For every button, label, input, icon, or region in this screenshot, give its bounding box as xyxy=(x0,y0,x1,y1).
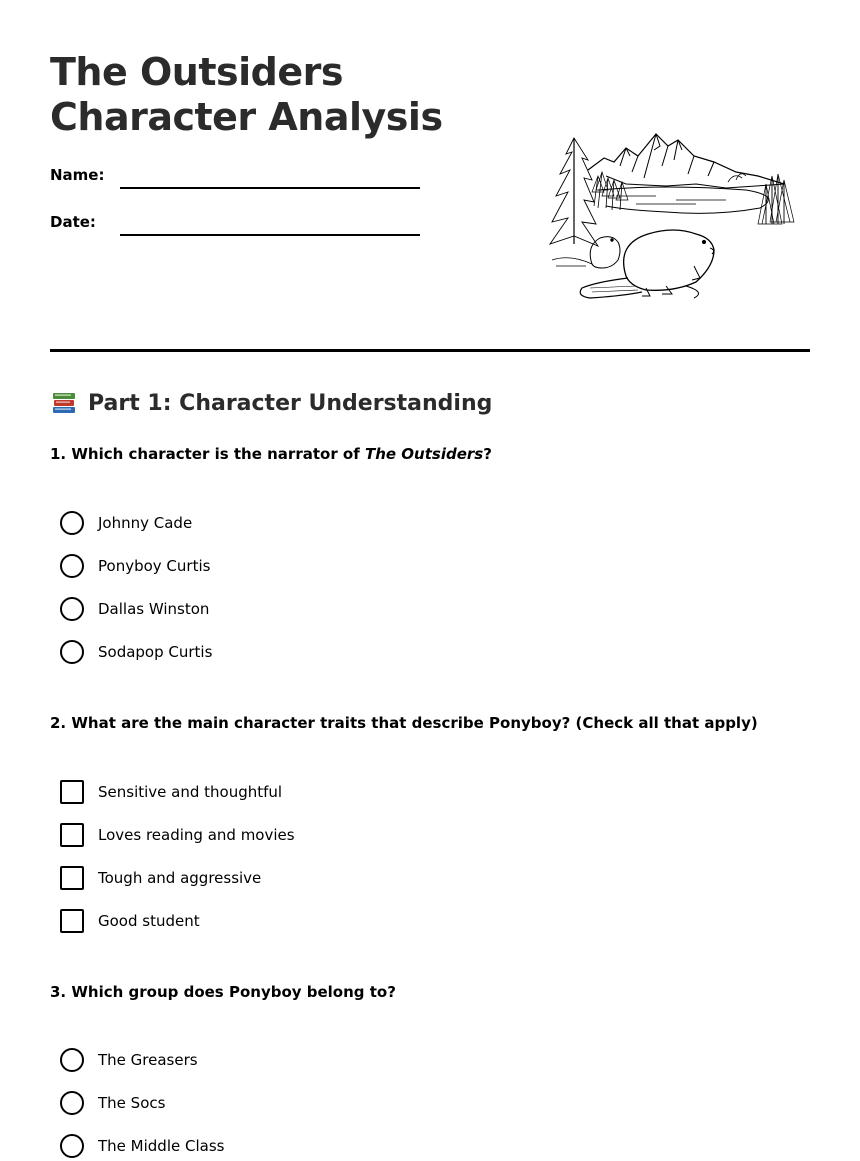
option-label: Loves reading and movies xyxy=(98,826,295,844)
q3-option-middle-class[interactable] xyxy=(60,1133,224,1159)
option-label: Ponyboy Curtis xyxy=(98,557,211,575)
option-label: The Greasers xyxy=(98,1051,198,1069)
q2-option-loves-reading[interactable] xyxy=(60,822,295,848)
question-1-book-title: The Outsiders xyxy=(365,445,484,463)
q1-option-dallas-winston[interactable] xyxy=(60,596,209,622)
radio-button[interactable] xyxy=(60,1091,84,1115)
date-label: Date: xyxy=(50,213,96,231)
radio-button[interactable] xyxy=(60,1134,84,1158)
radio-button[interactable] xyxy=(60,1048,84,1072)
q2-option-good-student[interactable] xyxy=(60,908,200,934)
radio-button[interactable] xyxy=(60,640,84,664)
option-label: The Middle Class xyxy=(98,1137,225,1155)
checkbox[interactable] xyxy=(60,823,84,847)
worksheet-title: The Outsiders Character Analysis xyxy=(50,50,443,139)
checkbox[interactable] xyxy=(60,866,84,890)
radio-button[interactable] xyxy=(60,511,84,535)
question-1 xyxy=(50,445,492,463)
option-label: Sodapop Curtis xyxy=(98,643,213,661)
q2-option-sensitive[interactable] xyxy=(60,779,282,805)
mountain-lake-beaver-illustration xyxy=(546,126,798,306)
books-icon xyxy=(50,389,78,417)
option-label: Tough and aggressive xyxy=(98,869,262,887)
option-label: Sensitive and thoughtful xyxy=(98,783,283,801)
question-3: 3. Which group does Ponyboy belong to? xyxy=(50,983,396,1001)
q3-option-greasers[interactable] xyxy=(60,1047,198,1073)
checkbox[interactable] xyxy=(60,909,84,933)
radio-button[interactable] xyxy=(60,554,84,578)
part1-heading xyxy=(50,389,492,417)
name-label: Name: xyxy=(50,166,105,184)
radio-button[interactable] xyxy=(60,597,84,621)
header-divider xyxy=(50,349,810,352)
option-label: The Socs xyxy=(98,1094,166,1112)
q1-option-ponyboy-curtis[interactable] xyxy=(60,553,210,579)
option-label: Good student xyxy=(98,912,200,930)
date-input-line[interactable] xyxy=(120,234,420,236)
q3-option-socs[interactable] xyxy=(60,1090,165,1116)
checkbox[interactable] xyxy=(60,780,84,804)
option-label: Johnny Cade xyxy=(98,514,193,532)
question-1-prefix: 1. Which character is the narrator of xyxy=(50,445,365,463)
q1-option-sodapop-curtis[interactable] xyxy=(60,639,212,665)
name-input-line[interactable] xyxy=(120,187,420,189)
option-label: Dallas Winston xyxy=(98,600,210,618)
question-1-suffix: ? xyxy=(483,445,492,463)
question-2: 2. What are the main character traits that describe Ponyboy? (Check all that apply) xyxy=(50,714,758,732)
q2-option-tough[interactable] xyxy=(60,865,261,891)
q1-option-johnny-cade[interactable] xyxy=(60,510,192,536)
part1-heading-text: Part 1: Character Understanding xyxy=(88,390,493,416)
